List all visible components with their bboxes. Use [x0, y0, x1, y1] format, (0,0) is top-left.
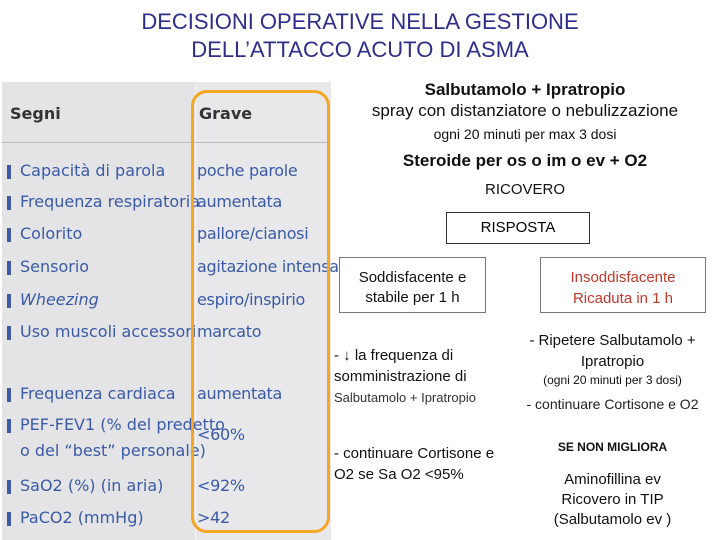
salbutamolo-ev-line: (Salbutamolo ev ): [553, 511, 672, 528]
action-text-drugs: Salbutamolo + Ipratropio: [334, 390, 477, 405]
treatment-line-3: ogni 20 minuti per max 3 dosi: [433, 126, 617, 142]
bullet-icon: [7, 165, 11, 179]
insoddisfacente-action-2: - continuare Cortisone e O2: [526, 396, 699, 412]
steroid-line: Steroide per os o im o ev + O2: [402, 151, 648, 170]
segno-cell: Frequenza respiratoria: [20, 192, 200, 211]
soddisfacente-label: Soddisfacente e stabile per 1 h: [358, 269, 467, 306]
se-non-migliora-label: SE NON MIGLIORA: [557, 440, 668, 454]
insoddisfacente-box: [540, 257, 706, 313]
bullet-icon: [7, 294, 11, 308]
ricaduta-label: Ricaduta in 1 h: [572, 290, 674, 307]
bullet-icon: [7, 228, 11, 242]
risposta-label: RISPOSTA: [480, 219, 556, 236]
soddisfacente-box: [339, 257, 486, 313]
grave-cell: poche parole: [197, 161, 298, 180]
ricovero-tip-line: Ricovero in TIP: [561, 491, 664, 508]
risposta-box: [446, 212, 590, 244]
bullet-icon: [7, 326, 11, 340]
segno-cell: PaCO2 (mmHg): [20, 508, 144, 527]
soddisfacente-action-2: - continuare Cortisone e O2 se Sa O2 <95%: [334, 445, 495, 483]
bullet-icon: [7, 196, 11, 210]
grave-highlight-frame: [191, 90, 330, 533]
treatment-line-1: Salbutamolo + Ipratropio: [424, 80, 626, 99]
segno-cell: Capacità di parola: [20, 161, 166, 180]
segno-cell: Uso muscoli accessori: [20, 322, 197, 341]
bullet-icon: [7, 419, 11, 433]
slide-title: [0, 8, 720, 64]
grave-cell: agitazione intensa: [197, 257, 339, 276]
insoddisfacente-label: Insoddisfacente: [570, 269, 676, 286]
bullet-icon: [7, 261, 11, 275]
segno-cell: PEF-FEV1 (% del predetto: [20, 415, 225, 434]
title-line-1: DECISIONI OPERATIVE NELLA GESTIONE: [141, 9, 579, 34]
segno-cell: SaO2 (%) (in aria): [20, 476, 164, 495]
header-segni: Segni: [10, 104, 61, 123]
grave-cell: <60%: [197, 425, 245, 444]
bullet-icon: [7, 512, 11, 526]
action-text: - ↓ la frequenza di somministrazione di: [334, 347, 467, 385]
bullet-icon: [7, 388, 11, 402]
final-treatment: [505, 470, 720, 530]
title-line-2: DELL’ATTACCO ACUTO DI ASMA: [191, 37, 529, 62]
grave-cell: espiro/inspirio: [197, 290, 306, 309]
segno-cell: Colorito: [20, 224, 83, 243]
bullet-icon: [7, 480, 11, 494]
ricovero-label: RICOVERO: [484, 181, 565, 198]
segno-cell: o del “best” personale): [20, 441, 206, 460]
grave-cell: >42: [197, 508, 230, 527]
insoddisfacente-action-1: - Ripetere Salbutamolo + Ipratropio: [529, 332, 696, 370]
segno-cell: Sensorio: [20, 257, 90, 276]
grave-cell: aumentata: [197, 192, 282, 211]
treatment-line-2: spray con distanziatore o nebulizzazione: [371, 101, 679, 120]
insoddisfacente-action-1-note: (ogni 20 minuti per 3 dosi): [543, 373, 682, 387]
grave-cell: pallore/cianosi: [197, 224, 309, 243]
soddisfacente-action-1: [334, 345, 504, 408]
grave-cell: marcato: [197, 322, 262, 341]
grave-cell: <92%: [197, 476, 245, 495]
segno-cell: Frequenza cardiaca: [20, 384, 176, 403]
header-grave: Grave: [199, 104, 253, 123]
aminofillina-line: Aminofillina ev: [564, 471, 661, 488]
grave-cell: aumentata: [197, 384, 282, 403]
segno-cell: Wheezing: [20, 290, 99, 309]
